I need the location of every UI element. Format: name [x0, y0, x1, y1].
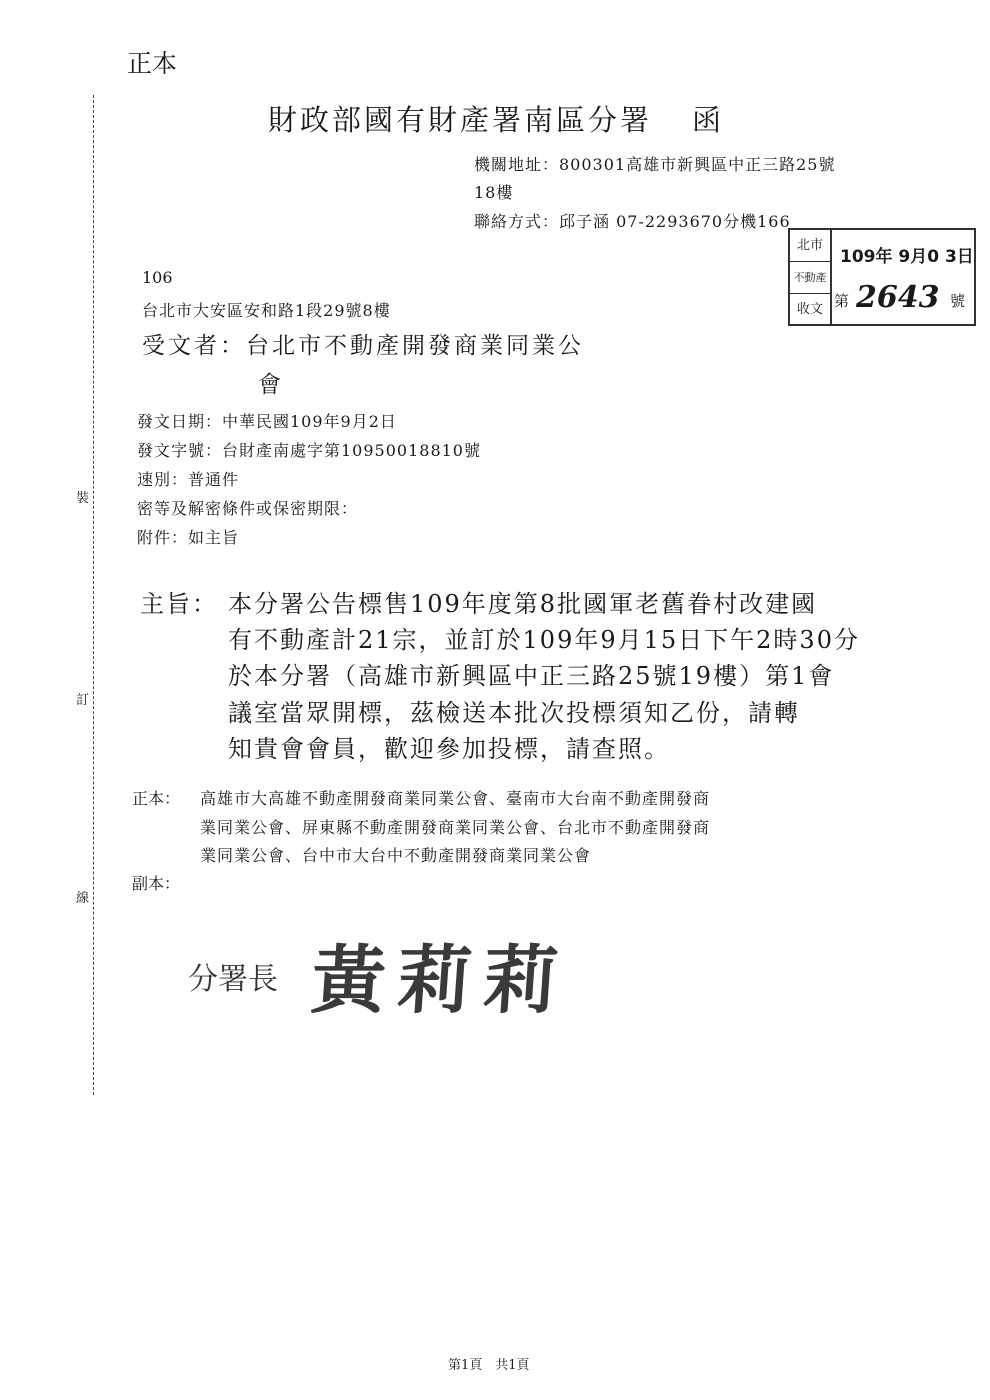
org-name: 財政部國有財產署南區分署 — [268, 103, 653, 137]
stamp-number-prefix: 第 — [834, 292, 850, 310]
recipient-line2: 會 — [258, 372, 281, 398]
sender-contact: 聯絡方式：邱子涵 07-2293670分機166 — [474, 212, 791, 231]
document-title — [268, 98, 724, 139]
receipt-stamp — [788, 228, 976, 326]
sender-address-line1: 機關地址：800301高雄市新興區中正三路25號 — [474, 155, 836, 174]
copy-mark: 正本 — [127, 49, 178, 78]
secrecy-level: 密等及解密條件或保密期限： — [137, 499, 359, 518]
original-copy-line: 高雄市大高雄不動產開發商業同業公會、臺南市大台南不動產開發商 — [200, 789, 711, 808]
subject-label: 主旨： — [140, 590, 218, 618]
stamp-date: 109年 9月0 3日 — [840, 247, 974, 267]
original-copy-line: 業同業公會、台中市大台中不動產開發商業同業公會 — [200, 846, 592, 865]
issue-date: 發文日期：中華民國109年9月2日 — [137, 412, 397, 431]
sender-address-line2: 18樓 — [474, 183, 514, 202]
recipient-line1: 受文者：台北市不動產開發商業同業公 — [142, 333, 584, 359]
binding-char-ding: 訂 — [76, 686, 89, 711]
subject-line: 有不動產計21宗，並訂於109年9月15日下午2時30分 — [228, 626, 860, 654]
doc-kind: 函 — [692, 103, 725, 137]
stamp-label-receipt: 收文 — [796, 302, 823, 317]
original-copy-line: 業同業公會、屏東縣不動產開發商業同業公會、台北市不動產開發商 — [200, 818, 711, 837]
recipient-address: 台北市大安區安和路1段29號8樓 — [142, 301, 391, 320]
subject-line: 於本分署（高雄市新興區中正三路25號19樓）第1會 — [228, 662, 835, 690]
binding-char-zhuang: 裝 — [76, 484, 89, 509]
subject-line: 議室當眾開標，茲檢送本批次投標須知乙份，請轉 — [228, 699, 800, 727]
page-number: 第1頁 共1頁 — [448, 1358, 530, 1373]
signatory-name: 黃莉莉 — [308, 938, 573, 1024]
subject-line: 本分署公告標售109年度第8批國軍老舊眷村改建國 — [228, 590, 818, 618]
delivery-speed: 速別：普通件 — [137, 470, 240, 489]
subject-line: 知貴會會員，歡迎參加投標，請查照。 — [228, 735, 670, 763]
document-number: 發文字號：台財產南處字第10950018810號 — [137, 441, 481, 460]
stamp-label-realestate: 不動產 — [790, 262, 830, 294]
binding-char-xian: 線 — [76, 884, 89, 909]
stamp-label-column — [790, 230, 832, 324]
carbon-copy-label: 副本： — [132, 874, 181, 893]
stamp-number-suffix: 號 — [950, 292, 966, 310]
recipient-zip: 106 — [142, 268, 173, 287]
stamp-label-city: 北市 — [790, 230, 830, 262]
attachment: 附件：如主旨 — [137, 528, 240, 547]
stamp-number: 2643 — [856, 280, 940, 315]
original-copy-label: 正本： — [132, 789, 181, 808]
signatory-title: 分署長 — [188, 962, 278, 997]
binding-line — [93, 95, 94, 1095]
